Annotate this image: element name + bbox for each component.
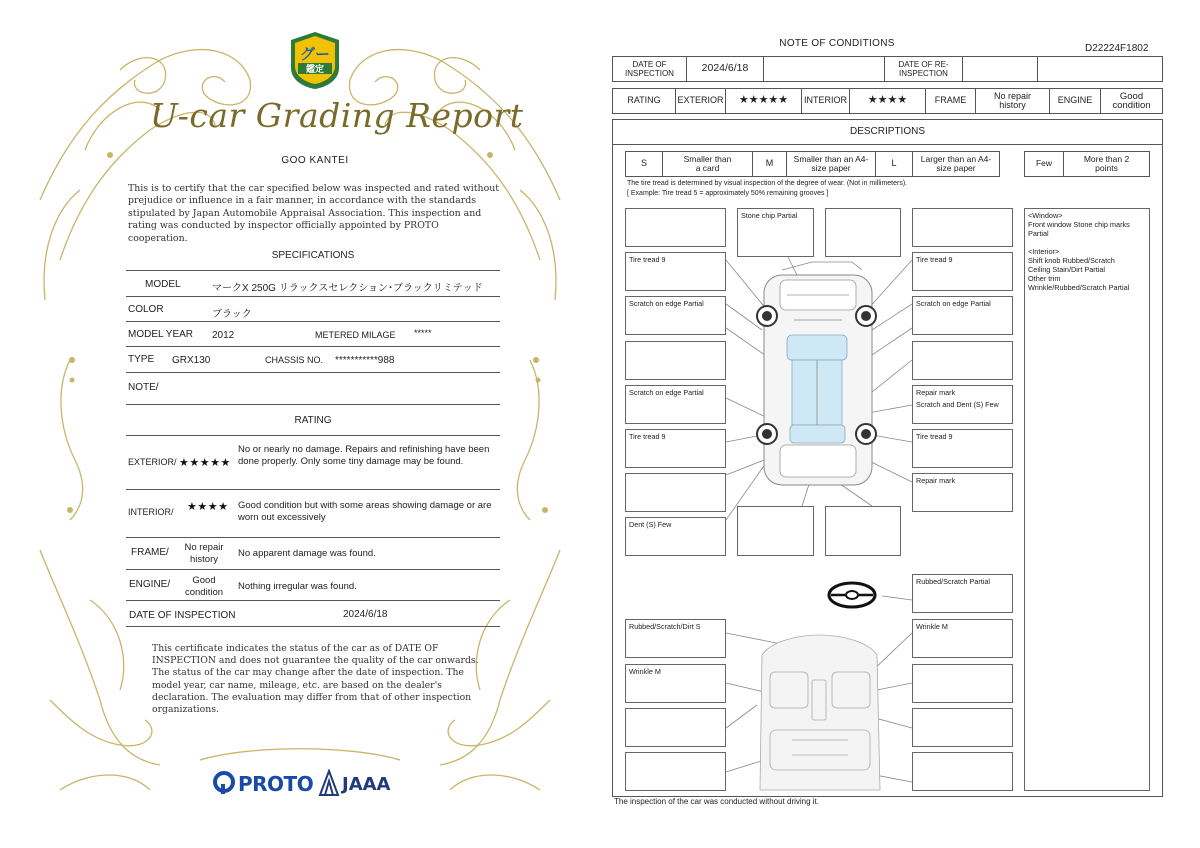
divider (126, 321, 500, 322)
exterior-note-line: Scratch and Dent (S) Few (916, 400, 999, 409)
divider (126, 600, 500, 601)
exterior-label: EXTERIOR/ (128, 457, 177, 467)
rating-heading: RATING (294, 415, 332, 426)
svg-text:グー: グー (299, 45, 331, 63)
legend-s-desc: Smaller than a card (662, 151, 753, 177)
note-of-conditions-title: NOTE OF CONDITIONS (779, 38, 895, 49)
goo-kantei-badge-icon (287, 30, 343, 90)
model-value: マークX 250G リラックスセレクション･ブラックリミテッド (212, 283, 483, 294)
exterior-note-box: Repair mark (912, 473, 1013, 512)
document-code: D22224F1802 (1085, 43, 1149, 54)
reinspection-date-cell (962, 56, 1038, 82)
model-label: MODEL (145, 279, 181, 290)
interior-note-box: Rubbed/Scratch Partial (912, 574, 1013, 613)
report-title: U-car Grading Report (150, 96, 524, 135)
date-blank-cell (763, 56, 885, 82)
interior-note-box: Wrinkle M (625, 664, 726, 703)
legend-l-desc: Larger than an A4-size paper (912, 151, 1000, 177)
date-of-reinspection-label: DATE OF RE-INSPECTION (884, 56, 963, 82)
exterior-note-box: Scratch on edge Partial (912, 296, 1013, 335)
interior-label: INTERIOR/ (128, 507, 174, 517)
color-label: COLOR (128, 304, 164, 315)
divider (126, 296, 500, 297)
disclaimer-text: This certificate indicates the status of the car as of DATE OF INSPECTION and does not guarantee the quality of the car onwards. The status of the car may change after the date of inspection. The model year, car name, mileage, etc. are based on the dealer's declaration. The evaluation may differ from that of other inspection organizations. (152, 643, 479, 716)
tread-note-2: [ Example: Tire tread 5 = approximately 50% remaining grooves ] (627, 190, 829, 197)
type-label: TYPE (128, 354, 155, 365)
exterior-note-box: Tire tread 9 (912, 252, 1013, 291)
specifications-heading: SPECIFICATIONS (271, 250, 355, 261)
engine-label: ENGINE/ (129, 579, 171, 590)
jaaa-logo-icon (318, 769, 340, 797)
divider (126, 372, 500, 373)
frame-description: No apparent damage was found. (238, 548, 376, 559)
interior-note-box: Wrinkle M (912, 619, 1013, 658)
model-year-value: 2012 (212, 330, 235, 341)
exterior-note-box: Stone chip Partial (737, 208, 814, 257)
inspection-footnote: The inspection of the car was conducted without driving it. (614, 797, 819, 806)
exterior-label: EXTERIOR (675, 88, 726, 114)
engine-description: Nothing irregular was found. (238, 581, 357, 592)
car-damage-diagram (612, 200, 1022, 800)
exterior-note-box: Scratch on edge Partial (625, 296, 726, 335)
legend-l: L (875, 151, 913, 177)
color-value: ブラック (212, 309, 252, 320)
engine-value: Good condition (184, 575, 224, 598)
interior-note-box: Rubbed/Scratch/Dirt S (625, 619, 726, 658)
type-value: GRX130 (172, 355, 211, 366)
legend-few-desc: More than 2 points (1063, 151, 1150, 177)
legend-s: S (625, 151, 663, 177)
metered-milage-value: ***** (414, 328, 432, 338)
divider (126, 404, 500, 405)
exterior-note-box: Tire tread 9 (625, 429, 726, 468)
chassis-value: ***********988 (335, 355, 395, 366)
divider (126, 569, 500, 570)
chassis-label: CHASSIS NO. (265, 355, 324, 365)
metered-milage-label: METERED MILAGE (315, 330, 396, 340)
frame-label: FRAME/ (131, 547, 169, 558)
exterior-stars: ★★★★★ (725, 88, 802, 114)
divider (126, 435, 500, 436)
exterior-stars: ★★★★★ (179, 457, 231, 469)
report-subtitle: GOO KANTEI (281, 155, 349, 166)
exterior-description: No or nearly no damage. Repairs and refinishing have been done properly. Only some tiny damage may be found. (238, 444, 490, 467)
svg-text:鑑定: 鑑定 (305, 65, 325, 75)
exterior-note-box: Scratch on edge Partial (625, 385, 726, 424)
interior-stars: ★★★★ (849, 88, 926, 114)
jaaa-brand: JAAA (342, 774, 391, 795)
descriptions-heading: DESCRIPTIONS (849, 126, 925, 138)
exterior-note-box: Tire tread 9 (625, 252, 726, 291)
divider (126, 346, 500, 347)
divider (126, 489, 500, 490)
proto-logo-icon (212, 770, 238, 796)
steering-wheel-icon (829, 583, 875, 607)
frame-value: No repair history (184, 542, 224, 565)
proto-brand: PROTO (238, 772, 314, 796)
interior-description: Good condition but with some areas showing damage or are worn out excessively (238, 500, 492, 523)
divider (126, 537, 500, 538)
legend-m: M (752, 151, 787, 177)
engine-value: Good condition (1100, 88, 1163, 114)
date-of-inspection-label: DATE OF INSPECTION (612, 56, 687, 82)
rating-label: RATING (612, 88, 676, 114)
exterior-note-line: Repair mark (916, 388, 956, 397)
divider (126, 626, 500, 627)
legend-few: Few (1024, 151, 1064, 177)
exterior-note-box: Tire tread 9 (912, 429, 1013, 468)
frame-value: No repair history (975, 88, 1050, 114)
legend-m-desc: Smaller than an A4-size paper (786, 151, 876, 177)
certification-statement: This is to certify that the car specified below was inspected and rated without prejudice or influence in a fair manner, in accordance with the standards stipulated by Japan Automobile Appraisal Association. This inspection and rating was conducted by inspector officially appointed by PROTO cooperation. (128, 183, 500, 244)
reinspection-extra-cell (1037, 56, 1163, 82)
note-label: NOTE/ (128, 382, 159, 393)
date-of-inspection-value: 2024/6/18 (686, 56, 764, 82)
tread-note-1: The tire tread is determined by visual inspection of the degree of wear. (Not in millimeters). (627, 180, 908, 187)
date-of-inspection-value: 2024/6/18 (343, 609, 388, 620)
model-year-label: MODEL YEAR (128, 329, 194, 340)
engine-label: ENGINE (1049, 88, 1101, 114)
interior-stars: ★★★★ (187, 501, 229, 513)
interior-label: INTERIOR (801, 88, 850, 114)
divider (126, 270, 500, 271)
exterior-note-box: Dent (S) Few (625, 517, 726, 556)
date-of-inspection-label: DATE OF INSPECTION (129, 610, 236, 621)
window-interior-notes: <Window> Front window Stone chip marks Partial <Interior> Shift knob Rubbed/Scratch Ceiling Stain/Dirt Partial Other trim Wrinkle/Rubbed/Scratch Partial (1024, 208, 1150, 791)
frame-label: FRAME (925, 88, 976, 114)
